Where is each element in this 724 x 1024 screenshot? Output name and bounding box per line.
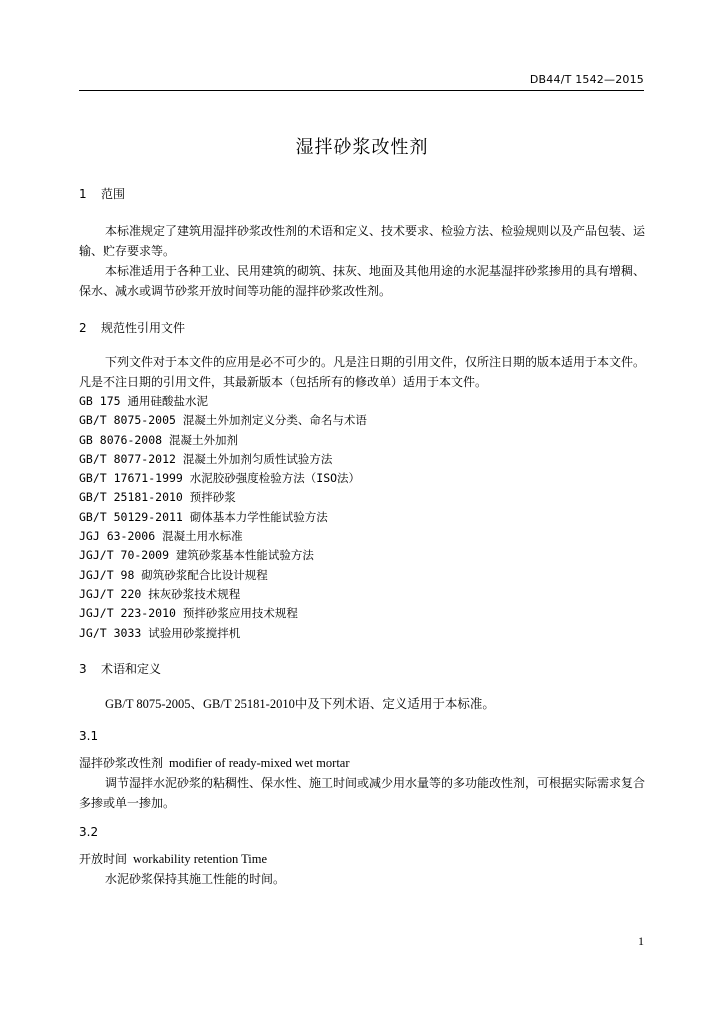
list-item: GB 8076-2008 混凝土外加剂 xyxy=(79,432,239,447)
section-title: 术语和定义 xyxy=(101,662,162,676)
section-2-body xyxy=(79,352,645,643)
document-title: 湿拌砂浆改性剂 xyxy=(295,137,429,158)
list-item: GB 175 通用硅酸盐水泥 xyxy=(79,394,208,408)
standard-code: DB44/T 1542—2015 xyxy=(529,73,644,86)
list-item: JGJ/T 98 砌筑砂浆配合比设计规程 xyxy=(79,567,268,582)
list-item: JG/T 3033 试验用砂浆搅拌机 xyxy=(79,625,241,640)
page-number: 1 xyxy=(638,934,644,948)
section-title: 规范性引用文件 xyxy=(101,321,186,335)
term-chinese: 开放时间 xyxy=(79,852,128,866)
header-rule xyxy=(79,90,644,91)
list-item: JGJ/T 70-2009 建筑砂浆基本性能试验方法 xyxy=(79,548,314,563)
section-3-heading xyxy=(79,660,161,677)
clause-3-1-number: 3.1 xyxy=(79,729,99,743)
list-item: JGJ/T 223-2010 预拌砂浆应用技术规程 xyxy=(79,606,298,621)
list-item: GB/T 25181-2010 预拌砂浆 xyxy=(79,490,236,505)
term-line xyxy=(79,753,645,773)
section-2-heading xyxy=(79,319,185,336)
list-item: GB/T 50129-2011 砌体基本力学性能试验方法 xyxy=(79,509,328,524)
list-item: JGJ/T 220 抹灰砂浆技术规程 xyxy=(79,586,241,601)
section-title: 范围 xyxy=(101,187,126,201)
clause-3-2-body xyxy=(79,849,645,889)
section-number: 1 xyxy=(79,187,87,201)
list-item: JGJ 63-2006 混凝土用水标准 xyxy=(79,529,243,544)
section-1-heading xyxy=(79,185,125,202)
reference-list xyxy=(79,392,645,643)
clause-3-1-body xyxy=(79,753,645,813)
section-3-intro xyxy=(79,694,645,714)
term-chinese: 湿拌砂浆改性剂 xyxy=(79,756,164,770)
paragraph: 本标准适用于各种工业、民用建筑的砌筑、抹灰、地面及其他用途的水泥基湿拌砂浆掺用的具有增稠、保水、减水或调节砂浆开放时间等功能的湿拌砂浆改性剂。 xyxy=(79,264,646,298)
section-1-body xyxy=(79,221,645,301)
section-number: 2 xyxy=(79,321,87,335)
paragraph: 下列文件对于本文件的应用是必不可少的。凡是注日期的引用文件，仅所注日期的版本适用于本文件。凡是不注日期的引用文件，其最新版本（包括所有的修改单）适用于本文件。 xyxy=(79,355,646,389)
section-number: 3 xyxy=(79,662,87,676)
list-item: GB/T 17671-1999 水泥胶砂强度检验方法（ISO法） xyxy=(79,471,361,486)
clause-3-2-number: 3.2 xyxy=(79,825,99,839)
term-definition: 水泥砂浆保持其施工性能的时间。 xyxy=(105,872,286,886)
term-english: modifier of ready-mixed wet mortar xyxy=(169,756,350,770)
paragraph: GB/T 8075-2005、GB/T 25181-2010中及下列术语、定义适用于本标准。 xyxy=(105,697,495,711)
paragraph: 本标准规定了建筑用湿拌砂浆改性剂的术语和定义、技术要求、检验方法、检验规则以及产品包装、运输、贮存要求等。 xyxy=(79,224,646,258)
list-item: GB/T 8075-2005 混凝土外加剂定义分类、命名与术语 xyxy=(79,413,367,428)
list-item: GB/T 8077-2012 混凝土外加剂匀质性试验方法 xyxy=(79,451,333,466)
term-definition: 调节湿拌水泥砂浆的粘稠性、保水性、施工时间或减少用水量等的多功能改性剂，可根据实际需求复合多掺或单一掺加。 xyxy=(79,776,646,810)
term-english: workability retention Time xyxy=(133,852,268,866)
term-line xyxy=(79,849,645,869)
